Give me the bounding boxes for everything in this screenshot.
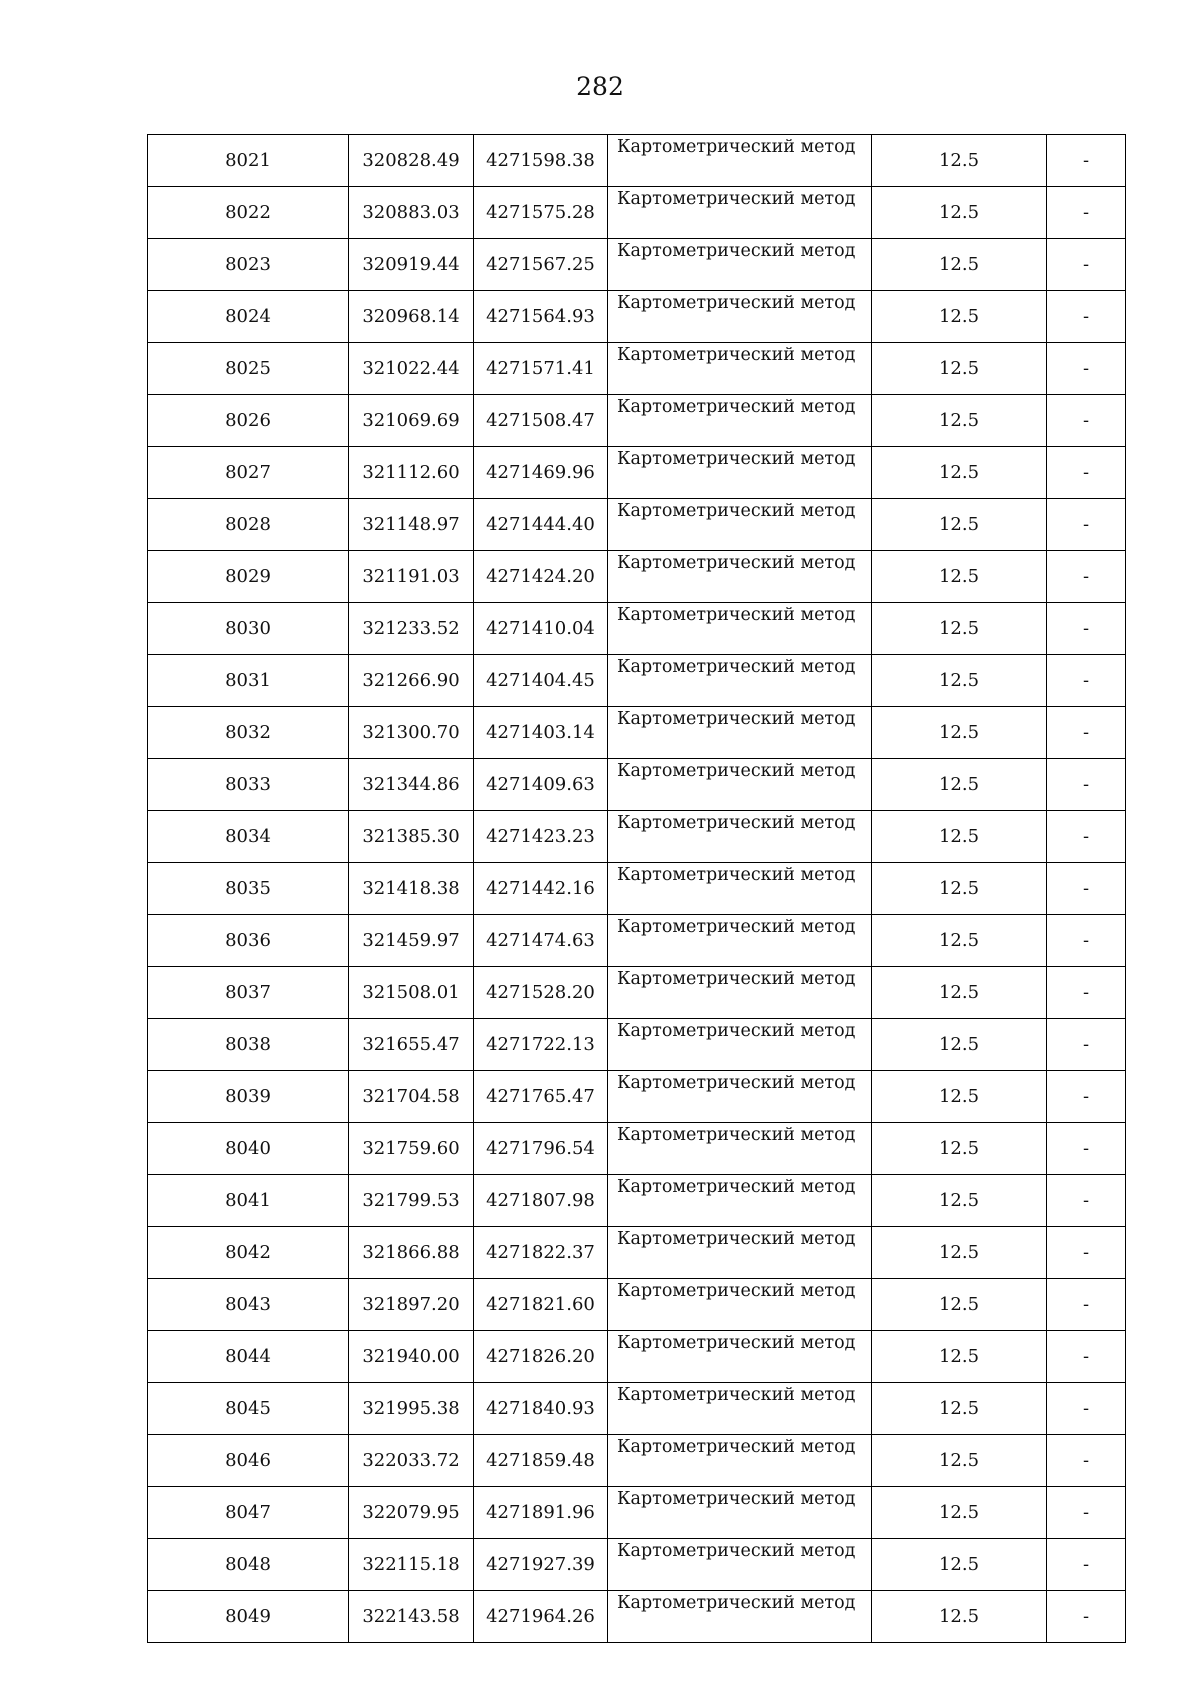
- table-row: [148, 1123, 1126, 1175]
- note-cell: -: [1047, 343, 1126, 395]
- table-row: [148, 655, 1126, 707]
- accuracy-cell: 12.5: [872, 1383, 1047, 1435]
- point-number-cell: 8041: [148, 1175, 349, 1227]
- y-coordinate-cell: 4271807.98: [474, 1175, 608, 1227]
- table-row: [148, 863, 1126, 915]
- accuracy-cell: 12.5: [872, 239, 1047, 291]
- x-coordinate-cell: 320828.49: [349, 135, 474, 187]
- table-row: [148, 1279, 1126, 1331]
- point-number-cell: 8022: [148, 187, 349, 239]
- point-number-cell: 8023: [148, 239, 349, 291]
- note-cell: -: [1047, 1071, 1126, 1123]
- note-cell: -: [1047, 239, 1126, 291]
- point-number-cell: 8044: [148, 1331, 349, 1383]
- table-row: [148, 1383, 1126, 1435]
- y-coordinate-cell: 4271964.26: [474, 1591, 608, 1643]
- accuracy-cell: 12.5: [872, 1227, 1047, 1279]
- table-row: [148, 1435, 1126, 1487]
- accuracy-cell: 12.5: [872, 187, 1047, 239]
- y-coordinate-cell: 4271571.41: [474, 343, 608, 395]
- accuracy-cell: 12.5: [872, 759, 1047, 811]
- page-number: 282: [576, 72, 624, 101]
- y-coordinate-cell: 4271575.28: [474, 187, 608, 239]
- note-cell: -: [1047, 1383, 1126, 1435]
- accuracy-cell: 12.5: [872, 1591, 1047, 1643]
- table-row: [148, 551, 1126, 603]
- y-coordinate-cell: 4271840.93: [474, 1383, 608, 1435]
- table-row: [148, 1071, 1126, 1123]
- y-coordinate-cell: 4271444.40: [474, 499, 608, 551]
- accuracy-cell: 12.5: [872, 1435, 1047, 1487]
- method-cell: Картометрический метод: [608, 1019, 872, 1071]
- note-cell: -: [1047, 187, 1126, 239]
- method-cell: Картометрический метод: [608, 239, 872, 291]
- x-coordinate-cell: 320968.14: [349, 291, 474, 343]
- note-cell: -: [1047, 915, 1126, 967]
- accuracy-cell: 12.5: [872, 1331, 1047, 1383]
- note-cell: -: [1047, 135, 1126, 187]
- note-cell: -: [1047, 1123, 1126, 1175]
- method-cell: Картометрический метод: [608, 291, 872, 343]
- accuracy-cell: 12.5: [872, 1123, 1047, 1175]
- table-row: [148, 187, 1126, 239]
- accuracy-cell: 12.5: [872, 707, 1047, 759]
- x-coordinate-cell: 321069.69: [349, 395, 474, 447]
- method-cell: Картометрический метод: [608, 1175, 872, 1227]
- accuracy-cell: 12.5: [872, 1487, 1047, 1539]
- y-coordinate-cell: 4271508.47: [474, 395, 608, 447]
- note-cell: -: [1047, 655, 1126, 707]
- x-coordinate-cell: 321344.86: [349, 759, 474, 811]
- x-coordinate-cell: 321112.60: [349, 447, 474, 499]
- point-number-cell: 8047: [148, 1487, 349, 1539]
- method-cell: Картометрический метод: [608, 447, 872, 499]
- y-coordinate-cell: 4271722.13: [474, 1019, 608, 1071]
- table-row: [148, 343, 1126, 395]
- coordinates-table-body: [148, 135, 1126, 1643]
- accuracy-cell: 12.5: [872, 343, 1047, 395]
- table-row: [148, 239, 1126, 291]
- x-coordinate-cell: 321655.47: [349, 1019, 474, 1071]
- method-cell: Картометрический метод: [608, 811, 872, 863]
- point-number-cell: 8024: [148, 291, 349, 343]
- point-number-cell: 8045: [148, 1383, 349, 1435]
- method-cell: Картометрический метод: [608, 1227, 872, 1279]
- point-number-cell: 8043: [148, 1279, 349, 1331]
- note-cell: -: [1047, 863, 1126, 915]
- y-coordinate-cell: 4271822.37: [474, 1227, 608, 1279]
- x-coordinate-cell: 321940.00: [349, 1331, 474, 1383]
- y-coordinate-cell: 4271442.16: [474, 863, 608, 915]
- table-row: [148, 967, 1126, 1019]
- x-coordinate-cell: 322079.95: [349, 1487, 474, 1539]
- note-cell: -: [1047, 551, 1126, 603]
- y-coordinate-cell: 4271567.25: [474, 239, 608, 291]
- point-number-cell: 8032: [148, 707, 349, 759]
- table-row: [148, 1487, 1126, 1539]
- note-cell: -: [1047, 1227, 1126, 1279]
- method-cell: Картометрический метод: [608, 1487, 872, 1539]
- point-number-cell: 8025: [148, 343, 349, 395]
- y-coordinate-cell: 4271859.48: [474, 1435, 608, 1487]
- y-coordinate-cell: 4271765.47: [474, 1071, 608, 1123]
- point-number-cell: 8049: [148, 1591, 349, 1643]
- method-cell: Картометрический метод: [608, 915, 872, 967]
- point-number-cell: 8029: [148, 551, 349, 603]
- x-coordinate-cell: 321866.88: [349, 1227, 474, 1279]
- point-number-cell: 8035: [148, 863, 349, 915]
- note-cell: -: [1047, 499, 1126, 551]
- point-number-cell: 8037: [148, 967, 349, 1019]
- accuracy-cell: 12.5: [872, 499, 1047, 551]
- note-cell: -: [1047, 447, 1126, 499]
- x-coordinate-cell: 321300.70: [349, 707, 474, 759]
- note-cell: -: [1047, 1019, 1126, 1071]
- x-coordinate-cell: 321897.20: [349, 1279, 474, 1331]
- table-row: [148, 1591, 1126, 1643]
- y-coordinate-cell: 4271404.45: [474, 655, 608, 707]
- point-number-cell: 8038: [148, 1019, 349, 1071]
- table-row: [148, 447, 1126, 499]
- x-coordinate-cell: 322115.18: [349, 1539, 474, 1591]
- note-cell: -: [1047, 603, 1126, 655]
- method-cell: Картометрический метод: [608, 135, 872, 187]
- x-coordinate-cell: 322143.58: [349, 1591, 474, 1643]
- x-coordinate-cell: 321995.38: [349, 1383, 474, 1435]
- accuracy-cell: 12.5: [872, 603, 1047, 655]
- method-cell: Картометрический метод: [608, 499, 872, 551]
- accuracy-cell: 12.5: [872, 1019, 1047, 1071]
- note-cell: -: [1047, 1331, 1126, 1383]
- y-coordinate-cell: 4271821.60: [474, 1279, 608, 1331]
- y-coordinate-cell: 4271424.20: [474, 551, 608, 603]
- x-coordinate-cell: 321704.58: [349, 1071, 474, 1123]
- accuracy-cell: 12.5: [872, 447, 1047, 499]
- accuracy-cell: 12.5: [872, 291, 1047, 343]
- x-coordinate-cell: 320883.03: [349, 187, 474, 239]
- note-cell: -: [1047, 1435, 1126, 1487]
- table-row: [148, 1227, 1126, 1279]
- table-row: [148, 1539, 1126, 1591]
- method-cell: Картометрический метод: [608, 1279, 872, 1331]
- note-cell: -: [1047, 1591, 1126, 1643]
- accuracy-cell: 12.5: [872, 1175, 1047, 1227]
- note-cell: -: [1047, 707, 1126, 759]
- note-cell: -: [1047, 291, 1126, 343]
- accuracy-cell: 12.5: [872, 1539, 1047, 1591]
- x-coordinate-cell: 322033.72: [349, 1435, 474, 1487]
- table-row: [148, 499, 1126, 551]
- table-row: [148, 1019, 1126, 1071]
- point-number-cell: 8028: [148, 499, 349, 551]
- accuracy-cell: 12.5: [872, 655, 1047, 707]
- accuracy-cell: 12.5: [872, 395, 1047, 447]
- method-cell: Картометрический метод: [608, 1435, 872, 1487]
- note-cell: -: [1047, 1539, 1126, 1591]
- method-cell: Картометрический метод: [608, 1383, 872, 1435]
- point-number-cell: 8031: [148, 655, 349, 707]
- accuracy-cell: 12.5: [872, 863, 1047, 915]
- coordinates-table: [147, 134, 1126, 1643]
- x-coordinate-cell: 321233.52: [349, 603, 474, 655]
- method-cell: Картометрический метод: [608, 187, 872, 239]
- method-cell: Картометрический метод: [608, 707, 872, 759]
- note-cell: -: [1047, 759, 1126, 811]
- y-coordinate-cell: 4271891.96: [474, 1487, 608, 1539]
- table-row: [148, 1331, 1126, 1383]
- point-number-cell: 8033: [148, 759, 349, 811]
- point-number-cell: 8027: [148, 447, 349, 499]
- method-cell: Картометрический метод: [608, 1331, 872, 1383]
- accuracy-cell: 12.5: [872, 967, 1047, 1019]
- x-coordinate-cell: 321459.97: [349, 915, 474, 967]
- method-cell: Картометрический метод: [608, 343, 872, 395]
- method-cell: Картометрический метод: [608, 759, 872, 811]
- y-coordinate-cell: 4271528.20: [474, 967, 608, 1019]
- point-number-cell: 8034: [148, 811, 349, 863]
- note-cell: -: [1047, 1487, 1126, 1539]
- note-cell: -: [1047, 811, 1126, 863]
- y-coordinate-cell: 4271410.04: [474, 603, 608, 655]
- point-number-cell: 8030: [148, 603, 349, 655]
- y-coordinate-cell: 4271474.63: [474, 915, 608, 967]
- method-cell: Картометрический метод: [608, 1591, 872, 1643]
- note-cell: -: [1047, 967, 1126, 1019]
- accuracy-cell: 12.5: [872, 915, 1047, 967]
- accuracy-cell: 12.5: [872, 135, 1047, 187]
- point-number-cell: 8040: [148, 1123, 349, 1175]
- point-number-cell: 8048: [148, 1539, 349, 1591]
- method-cell: Картометрический метод: [608, 603, 872, 655]
- y-coordinate-cell: 4271469.96: [474, 447, 608, 499]
- accuracy-cell: 12.5: [872, 811, 1047, 863]
- note-cell: -: [1047, 1279, 1126, 1331]
- point-number-cell: 8046: [148, 1435, 349, 1487]
- x-coordinate-cell: 321799.53: [349, 1175, 474, 1227]
- table-row: [148, 395, 1126, 447]
- x-coordinate-cell: 321266.90: [349, 655, 474, 707]
- method-cell: Картометрический метод: [608, 1071, 872, 1123]
- method-cell: Картометрический метод: [608, 551, 872, 603]
- table-row: [148, 915, 1126, 967]
- x-coordinate-cell: 321022.44: [349, 343, 474, 395]
- x-coordinate-cell: 321759.60: [349, 1123, 474, 1175]
- table-row: [148, 759, 1126, 811]
- x-coordinate-cell: 321508.01: [349, 967, 474, 1019]
- point-number-cell: 8042: [148, 1227, 349, 1279]
- x-coordinate-cell: 321148.97: [349, 499, 474, 551]
- accuracy-cell: 12.5: [872, 551, 1047, 603]
- y-coordinate-cell: 4271423.23: [474, 811, 608, 863]
- y-coordinate-cell: 4271927.39: [474, 1539, 608, 1591]
- table-row: [148, 1175, 1126, 1227]
- x-coordinate-cell: 321418.38: [349, 863, 474, 915]
- y-coordinate-cell: 4271826.20: [474, 1331, 608, 1383]
- y-coordinate-cell: 4271796.54: [474, 1123, 608, 1175]
- y-coordinate-cell: 4271409.63: [474, 759, 608, 811]
- table-row: [148, 603, 1126, 655]
- point-number-cell: 8026: [148, 395, 349, 447]
- accuracy-cell: 12.5: [872, 1279, 1047, 1331]
- method-cell: Картометрический метод: [608, 395, 872, 447]
- method-cell: Картометрический метод: [608, 1539, 872, 1591]
- x-coordinate-cell: 321191.03: [349, 551, 474, 603]
- note-cell: -: [1047, 395, 1126, 447]
- table-row: [148, 707, 1126, 759]
- method-cell: Картометрический метод: [608, 1123, 872, 1175]
- y-coordinate-cell: 4271403.14: [474, 707, 608, 759]
- y-coordinate-cell: 4271564.93: [474, 291, 608, 343]
- method-cell: Картометрический метод: [608, 967, 872, 1019]
- point-number-cell: 8039: [148, 1071, 349, 1123]
- table-row: [148, 135, 1126, 187]
- y-coordinate-cell: 4271598.38: [474, 135, 608, 187]
- point-number-cell: 8021: [148, 135, 349, 187]
- table-row: [148, 291, 1126, 343]
- method-cell: Картометрический метод: [608, 863, 872, 915]
- note-cell: -: [1047, 1175, 1126, 1227]
- x-coordinate-cell: 320919.44: [349, 239, 474, 291]
- point-number-cell: 8036: [148, 915, 349, 967]
- table-row: [148, 811, 1126, 863]
- method-cell: Картометрический метод: [608, 655, 872, 707]
- x-coordinate-cell: 321385.30: [349, 811, 474, 863]
- accuracy-cell: 12.5: [872, 1071, 1047, 1123]
